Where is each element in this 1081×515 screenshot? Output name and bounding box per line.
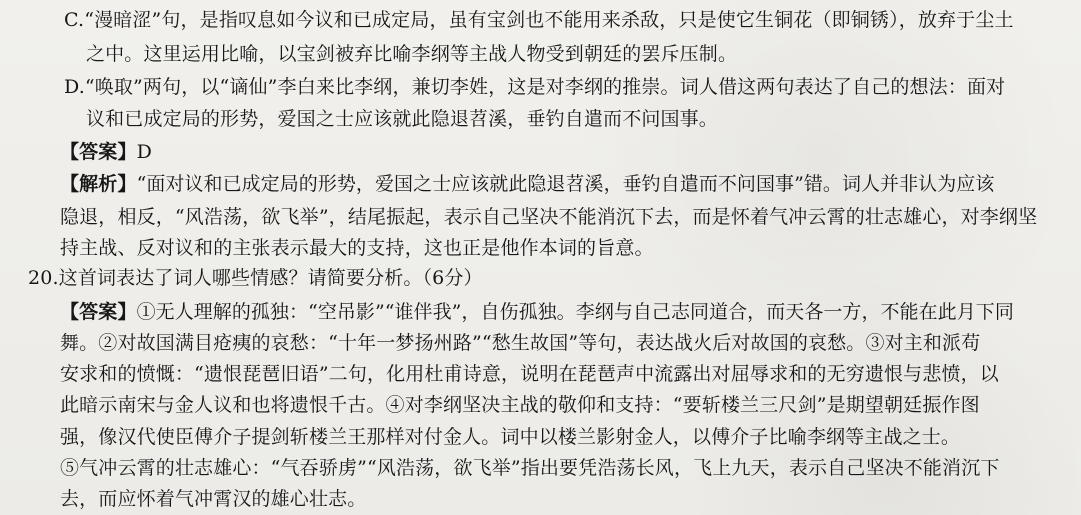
analysis-19-text-3: 持主战、反对议和的主张表示最大的支持，这也正是他作本词的旨意。: [60, 237, 654, 259]
answer-20-text-4: 此暗示南宋与金人议和也将遗恨千古。④对李纲坚决主战的敬仰和支持：“要斩楼兰三尺剑”是期望朝廷振作图: [60, 394, 980, 416]
option-c-line-2: [86, 42, 737, 66]
answer-20-line-5: [60, 425, 960, 449]
analysis-19-text-1: “面对议和已成定局的形势，爱国之士应该就此隐退苕溪，垂钓自遣而不问国事”错。词人并非认为应该: [136, 173, 995, 195]
answer-20-line-4: [60, 393, 980, 417]
option-d-line-1: [64, 75, 1005, 99]
analysis-19-line-3: [60, 236, 654, 260]
analysis-19-label: 【解析】: [60, 173, 137, 195]
question-20: [28, 266, 483, 290]
option-c-text-2: 之中。这里运用比喻，以宝剑被弃比喻李纲等主战人物受到朝廷的罢斥压制。: [86, 43, 738, 65]
analysis-19-line-1: [60, 172, 994, 196]
answer-20-text-6: ⑤气冲云霄的壮志雄心：“气吞骄虏”“风浩荡，欲飞举”指出要凭浩荡长风，飞上九天，表示自己坚决不能消沉下: [60, 457, 1000, 479]
answer-20-label: 【答案】: [60, 301, 137, 323]
answer-19-line: [60, 140, 152, 164]
analysis-19-line-2: [60, 205, 1037, 229]
question-20-text: 20.这首词表达了词人哪些情感？请简要分析。（6分）: [28, 267, 483, 289]
option-d-text-2: 议和已成定局的形势，爱国之士应该就此隐退苕溪，垂钓自遣而不问国事。: [86, 108, 718, 130]
answer-19-value: D: [136, 141, 152, 163]
answer-20-line-7: [60, 487, 366, 511]
answer-20-text-7: 去，而应怀着气冲霄汉的雄心壮志。: [60, 488, 367, 510]
answer-20-line-1: [60, 300, 1014, 324]
answer-19-label: 【答案】: [60, 141, 137, 163]
answer-20-line-2: [60, 331, 980, 355]
answer-20-text-2: 舞。②对故国满目疮痍的哀愁：“十年一梦扬州路”“愁生故国”等句，表达战火后对故国的哀愁。③对主和派苟: [60, 332, 981, 354]
analysis-19-text-2: 隐退，相反，“风浩荡，欲飞举”，结尾振起，表示自己坚决不能消沉下去，而是怀着气冲云霄的壮志雄心，对李纲坚: [60, 206, 1038, 228]
answer-20-text-1: ①无人理解的孤独：“空吊影”“谁伴我”，自伤孤独。李纲与自己志同道合，而天各一方，不能在此月下同: [136, 301, 1014, 323]
option-d-text-1: D.“唤取”两句，以“谪仙”李白来比李纲，兼切李姓，这是对李纲的推崇。词人借这两句表达了自己的想法：面对: [64, 76, 1006, 98]
answer-20-text-3: 安求和的愤慨：“遗恨琵琶旧语”二句，化用杜甫诗意，说明在琵琶声中流露出对屈辱求和的无穷遗恨与悲愤，以: [60, 363, 999, 385]
option-d-line-2: [86, 107, 718, 131]
answer-20-line-3: [60, 362, 999, 386]
option-c-line-1: [64, 8, 1014, 32]
answer-20-text-5: 强，像汉代使臣傅介子提剑斩楼兰王那样对付金人。词中以楼兰影射金人，以傅介子比喻李纲等主战之士。: [60, 426, 961, 448]
answer-20-line-6: [60, 456, 1000, 480]
option-c-text-1: C.“漫暗涩”句，是指叹息如今议和已成定局，虽有宝剑也不能用来杀敌，只是使它生铜花（即铜锈），放弃于尘土: [64, 9, 1014, 31]
